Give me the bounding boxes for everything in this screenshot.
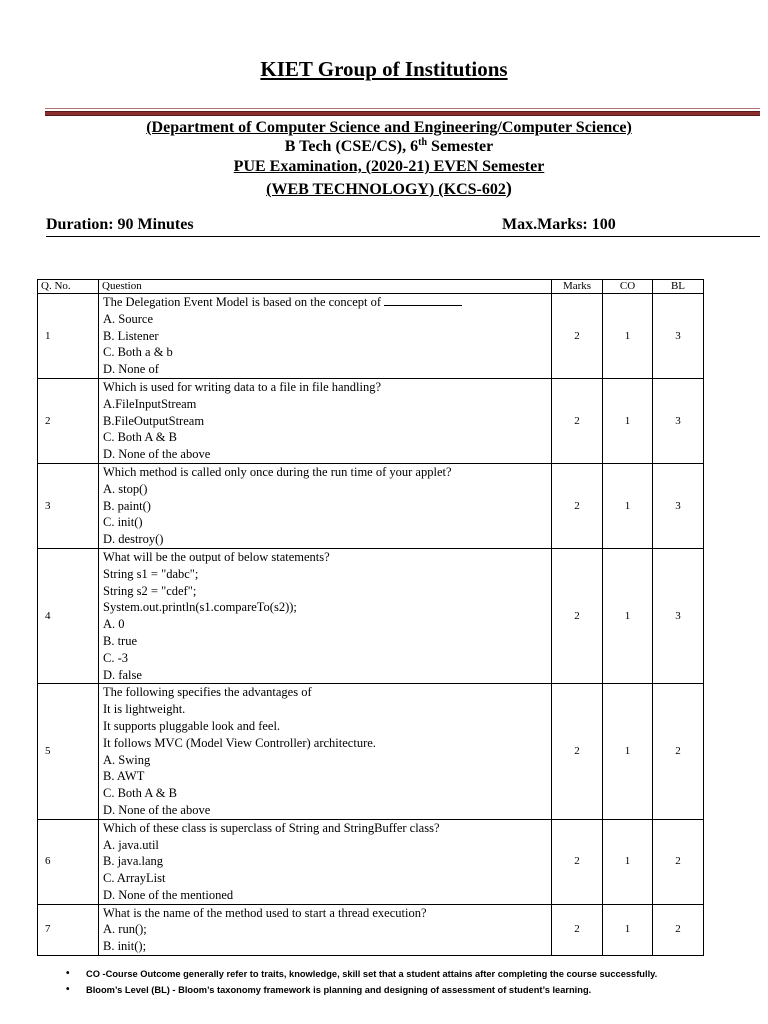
line-text: C. -3 (103, 650, 128, 665)
line-text: Which is used for writing data to a file in file handling? (103, 379, 382, 394)
line-text: D. None of the mentioned (103, 887, 234, 902)
question-line (103, 735, 548, 752)
line-text: C. init() (103, 515, 143, 530)
line-text: B. AWT (103, 769, 145, 784)
line-text: The Delegation Event Model is based on the concept of (103, 295, 382, 309)
subject-text: (WEB TECHNOLOGY) (KCS-602 (266, 181, 506, 198)
question-line (103, 481, 548, 498)
line-text: The following specifies the advantages of (103, 685, 312, 700)
line-text: String s2 = "cdef"; (103, 583, 197, 598)
header-divider-thin (45, 108, 760, 109)
co-cell: 1 (603, 819, 653, 904)
line-text: D. None of the above (103, 447, 211, 462)
question-line (103, 887, 548, 904)
question-line (103, 566, 548, 583)
line-text: C. ArrayList (103, 871, 166, 886)
header-question: Question (99, 280, 552, 294)
subject-line (0, 178, 768, 200)
question-line (103, 531, 548, 548)
question-text (99, 819, 552, 904)
question-text (99, 378, 552, 463)
co-cell: 1 (603, 684, 653, 819)
question-line (103, 396, 548, 413)
marks-cell: 2 (552, 378, 603, 463)
question-text (99, 548, 552, 683)
question-line (103, 768, 548, 785)
question-line (103, 701, 548, 718)
question-line (103, 616, 548, 633)
table-row (38, 684, 704, 819)
line-text: System.out.println(s1.compareTo(s2)); (103, 600, 297, 615)
question-stem (103, 464, 548, 481)
header-divider (45, 111, 760, 116)
line-text: A. 0 (103, 617, 125, 632)
marks-cell: 2 (552, 904, 603, 955)
question-stem (103, 294, 548, 311)
line-text: D. false (103, 667, 142, 682)
subject-close: ) (505, 178, 512, 198)
question-line (103, 361, 548, 378)
question-line (103, 429, 548, 446)
question-line (103, 413, 548, 430)
line-text: A. Source (103, 311, 153, 326)
line-text: C. Both A & B (103, 786, 177, 801)
table-row (38, 548, 704, 683)
line-text: B. Listener (103, 328, 159, 343)
question-line (103, 498, 548, 515)
course-superscript: th (418, 137, 428, 148)
table-header-row (38, 280, 704, 294)
question-line (103, 802, 548, 819)
line-text: It supports pluggable look and feel. (103, 718, 281, 733)
course-suffix: Semester (427, 138, 494, 155)
marks-cell: 2 (552, 548, 603, 683)
footnote-bl: • Bloom’s Level (BL) - Bloom’s taxonomy framework is planning and designing of assessment of student’s learning. (66, 982, 756, 998)
footnotes (66, 966, 756, 998)
bl-cell: 3 (653, 378, 704, 463)
bl-cell: 3 (653, 463, 704, 548)
question-text (99, 463, 552, 548)
line-text: Which of these class is superclass of String and StringBuffer class? (103, 820, 440, 835)
department-line: (Department of Computer Science and Engineering/Computer Science) (146, 119, 632, 136)
exam-line: PUE Examination, (2020-21) EVEN Semester (233, 158, 545, 175)
table-row (38, 463, 704, 548)
question-number: 4 (38, 548, 99, 683)
duration-label: Duration: 90 Minutes (46, 216, 194, 233)
page-title: KIET Group of Institutions (260, 57, 508, 81)
line-text: What will be the output of below statements? (103, 549, 330, 564)
bl-cell: 2 (653, 904, 704, 955)
question-line (103, 650, 548, 667)
marks-cell: 2 (552, 684, 603, 819)
question-number: 7 (38, 904, 99, 955)
question-number: 1 (38, 294, 99, 379)
header-qno: Q. No. (38, 280, 99, 294)
question-stem (103, 379, 548, 396)
bl-cell: 2 (653, 684, 704, 819)
course-prefix: B Tech (CSE/CS), 6 (284, 138, 419, 155)
marks-cell: 2 (552, 463, 603, 548)
question-stem (103, 684, 548, 701)
line-text: String s1 = "dabc"; (103, 566, 199, 581)
question-line (103, 311, 548, 328)
line-text: A. java.util (103, 837, 159, 852)
header-co: CO (603, 280, 653, 294)
line-text: It is lightweight. (103, 702, 186, 717)
line-text: B. paint() (103, 498, 151, 513)
line-text: C. Both A & B (103, 430, 177, 445)
question-line (103, 514, 548, 531)
table-row (38, 904, 704, 955)
line-text: A. Swing (103, 752, 151, 767)
footnote-co: • CO -Course Outcome generally refer to traits, knowledge, skill set that a student attains after completing the course successfully. (66, 966, 756, 982)
course-line (0, 137, 768, 157)
header-marks: Marks (552, 280, 603, 294)
line-text: What is the name of the method used to start a thread execution? (103, 905, 427, 920)
line-text: D. destroy() (103, 532, 164, 547)
co-cell: 1 (603, 548, 653, 683)
line-text: B. java.lang (103, 854, 164, 869)
question-number: 2 (38, 378, 99, 463)
question-stem (103, 905, 548, 922)
question-line (103, 870, 548, 887)
line-text: D. None of (103, 362, 159, 377)
line-text: B.FileOutputStream (103, 413, 205, 428)
question-number: 5 (38, 684, 99, 819)
line-text: A. stop() (103, 481, 148, 496)
question-stem (103, 820, 548, 837)
table-row (38, 819, 704, 904)
question-number: 6 (38, 819, 99, 904)
question-line (103, 633, 548, 650)
question-line (103, 938, 548, 955)
question-line (103, 344, 548, 361)
question-line (103, 853, 548, 870)
exam-meta (46, 216, 760, 237)
bl-cell: 3 (653, 294, 704, 379)
marks-cell: 2 (552, 294, 603, 379)
question-text (99, 904, 552, 955)
line-text: A. run(); (103, 922, 147, 937)
table-row (38, 294, 704, 379)
questions-table (37, 279, 704, 956)
table-row (38, 378, 704, 463)
bl-cell: 2 (653, 819, 704, 904)
question-line (103, 583, 548, 600)
question-text (99, 294, 552, 379)
question-text (99, 684, 552, 819)
line-text: A.FileInputStream (103, 396, 197, 411)
line-text: C. Both a & b (103, 345, 173, 360)
question-stem (103, 549, 548, 566)
line-text: It follows MVC (Model View Controller) architecture. (103, 735, 376, 750)
line-text: D. None of the above (103, 802, 211, 817)
co-cell: 1 (603, 463, 653, 548)
question-line (103, 921, 548, 938)
line-text: B. init(); (103, 939, 147, 954)
co-cell: 1 (603, 378, 653, 463)
co-cell: 1 (603, 294, 653, 379)
question-line (103, 752, 548, 769)
question-line (103, 718, 548, 735)
marks-cell: 2 (552, 819, 603, 904)
line-text: Which method is called only once during the run time of your applet? (103, 464, 452, 479)
question-line (103, 328, 548, 345)
bl-cell: 3 (653, 548, 704, 683)
fill-in-blank (384, 295, 462, 306)
question-number: 3 (38, 463, 99, 548)
question-line (103, 446, 548, 463)
line-text: B. true (103, 633, 138, 648)
question-line (103, 599, 548, 616)
question-line (103, 785, 548, 802)
question-line (103, 667, 548, 684)
question-line (103, 837, 548, 854)
header-bl: BL (653, 280, 704, 294)
max-marks-label: Max.Marks: 100 (502, 216, 616, 233)
questions-body (38, 294, 704, 956)
co-cell: 1 (603, 904, 653, 955)
